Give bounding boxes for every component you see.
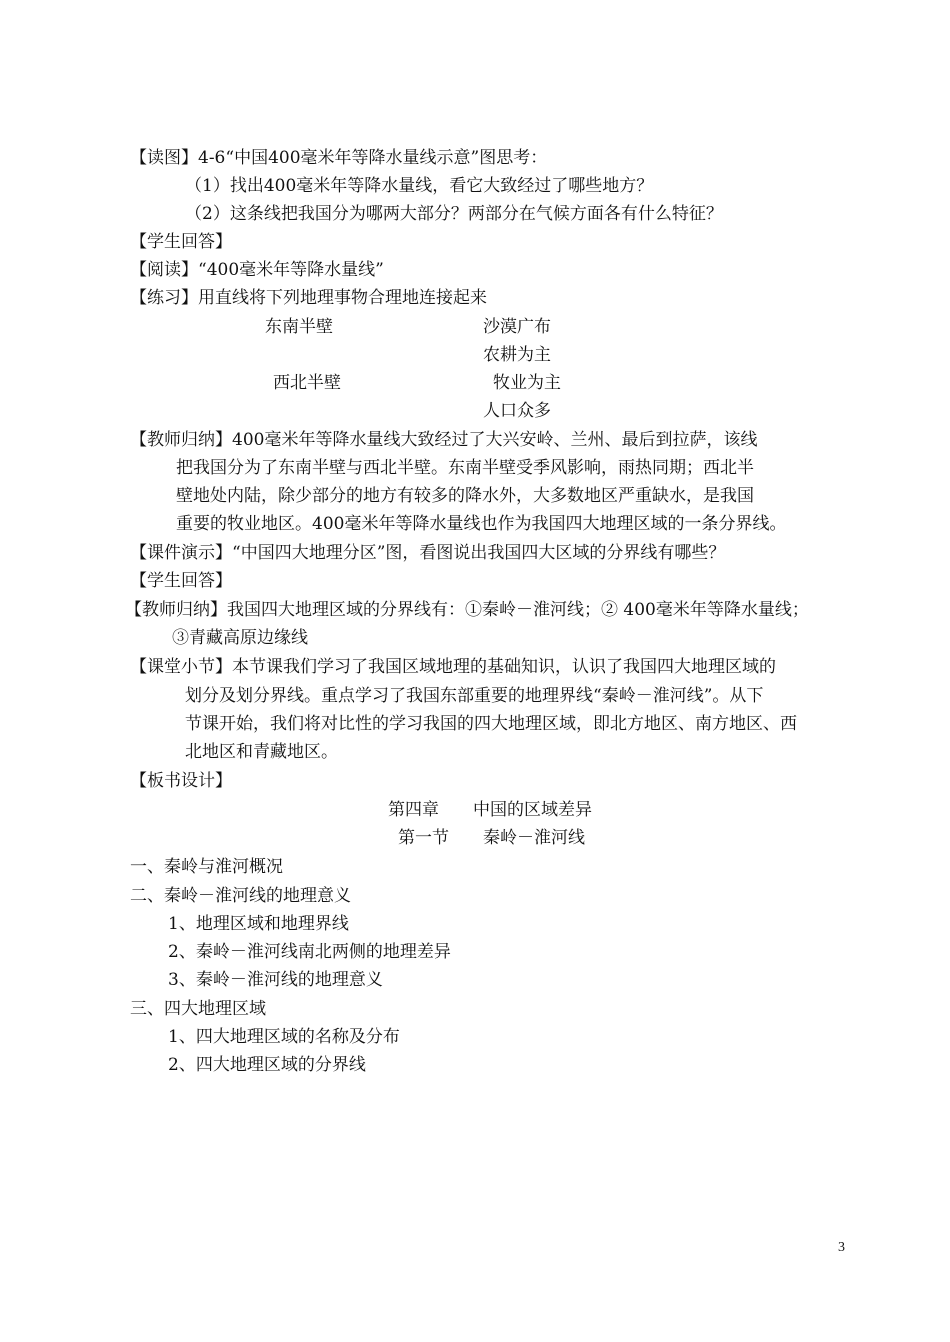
class-recap-line: 划分及划分界线。重点学习了我国东部重要的地理界线“秦岭－淮河线”。从下 xyxy=(185,686,764,706)
question-2: （2）这条线把我国分为哪两大部分？两部分在气候方面各有什么特征？ xyxy=(185,204,723,224)
teacher-summary-line: 【教师归纳】我国四大地理区域的分界线有：①秦岭－淮河线；② 400毫米年等降水量线； xyxy=(125,600,809,620)
reading-instruction: 【读图】4-6“中国400毫米年等降水量线示意”图思考： xyxy=(130,148,548,168)
page-number: 3 xyxy=(838,1240,845,1255)
reading-label: 【阅读】“400毫米年等降水量线” xyxy=(130,260,384,280)
teacher-summary-line: 重要的牧业地区。400毫米年等降水量线也作为我国四大地理区域的一条分界线。 xyxy=(176,514,787,534)
outline-subitem: 3、秦岭－淮河线的地理意义 xyxy=(168,970,383,990)
student-answer-label: 【学生回答】 xyxy=(130,571,232,591)
teacher-summary-line: ③青藏高原边缘线 xyxy=(172,628,308,648)
class-recap-line: 【课堂小节】本节课我们学习了我国区域地理的基础知识，认识了我国四大地理区域的 xyxy=(130,657,776,677)
teacher-summary-line: 壁地处内陆，除少部分的地方有较多的降水外，大多数地区严重缺水，是我国 xyxy=(176,486,754,506)
courseware-demo: 【课件演示】“中国四大地理分区”图，看图说出我国四大区域的分界线有哪些？ xyxy=(130,543,726,563)
student-answer-label: 【学生回答】 xyxy=(130,232,232,252)
board-design-label: 【板书设计】 xyxy=(130,771,232,791)
exercise-right-item: 农耕为主 xyxy=(483,345,551,365)
teacher-summary-line: 【教师归纳】400毫米年等降水量线大致经过了大兴安岭、兰州、最后到拉萨，该线 xyxy=(130,430,758,450)
board-chapter-title: 第四章 中国的区域差异 xyxy=(388,800,592,820)
exercise-instruction: 【练习】用直线将下列地理事物合理地连接起来 xyxy=(130,288,487,308)
exercise-left-item: 东南半壁 xyxy=(265,317,333,337)
question-1: （1）找出400毫米年等降水量线，看它大致经过了哪些地方？ xyxy=(185,176,654,196)
outline-subitem: 1、四大地理区域的名称及分布 xyxy=(168,1027,400,1047)
outline-subitem: 1、地理区域和地理界线 xyxy=(168,914,349,934)
outline-subitem: 2、四大地理区域的分界线 xyxy=(168,1055,366,1075)
outline-item: 三、四大地理区域 xyxy=(130,999,266,1019)
outline-item: 一、秦岭与淮河概况 xyxy=(130,857,283,877)
outline-subitem: 2、秦岭－淮河线南北两侧的地理差异 xyxy=(168,942,451,962)
outline-item: 二、秦岭－淮河线的地理意义 xyxy=(130,886,351,906)
exercise-right-item: 牧业为主 xyxy=(493,373,561,393)
class-recap-line: 节课开始，我们将对比性的学习我国的四大地理区域，即北方地区、南方地区、西 xyxy=(185,714,797,734)
exercise-right-item: 沙漠广布 xyxy=(483,317,551,337)
teacher-summary-line: 把我国分为了东南半壁与西北半壁。东南半壁受季风影响，雨热同期；西北半 xyxy=(176,458,754,478)
board-section-title: 第一节 秦岭－淮河线 xyxy=(398,828,585,848)
exercise-left-item: 西北半壁 xyxy=(273,373,341,393)
class-recap-line: 北地区和青藏地区。 xyxy=(185,742,338,762)
exercise-right-item: 人口众多 xyxy=(483,401,551,421)
